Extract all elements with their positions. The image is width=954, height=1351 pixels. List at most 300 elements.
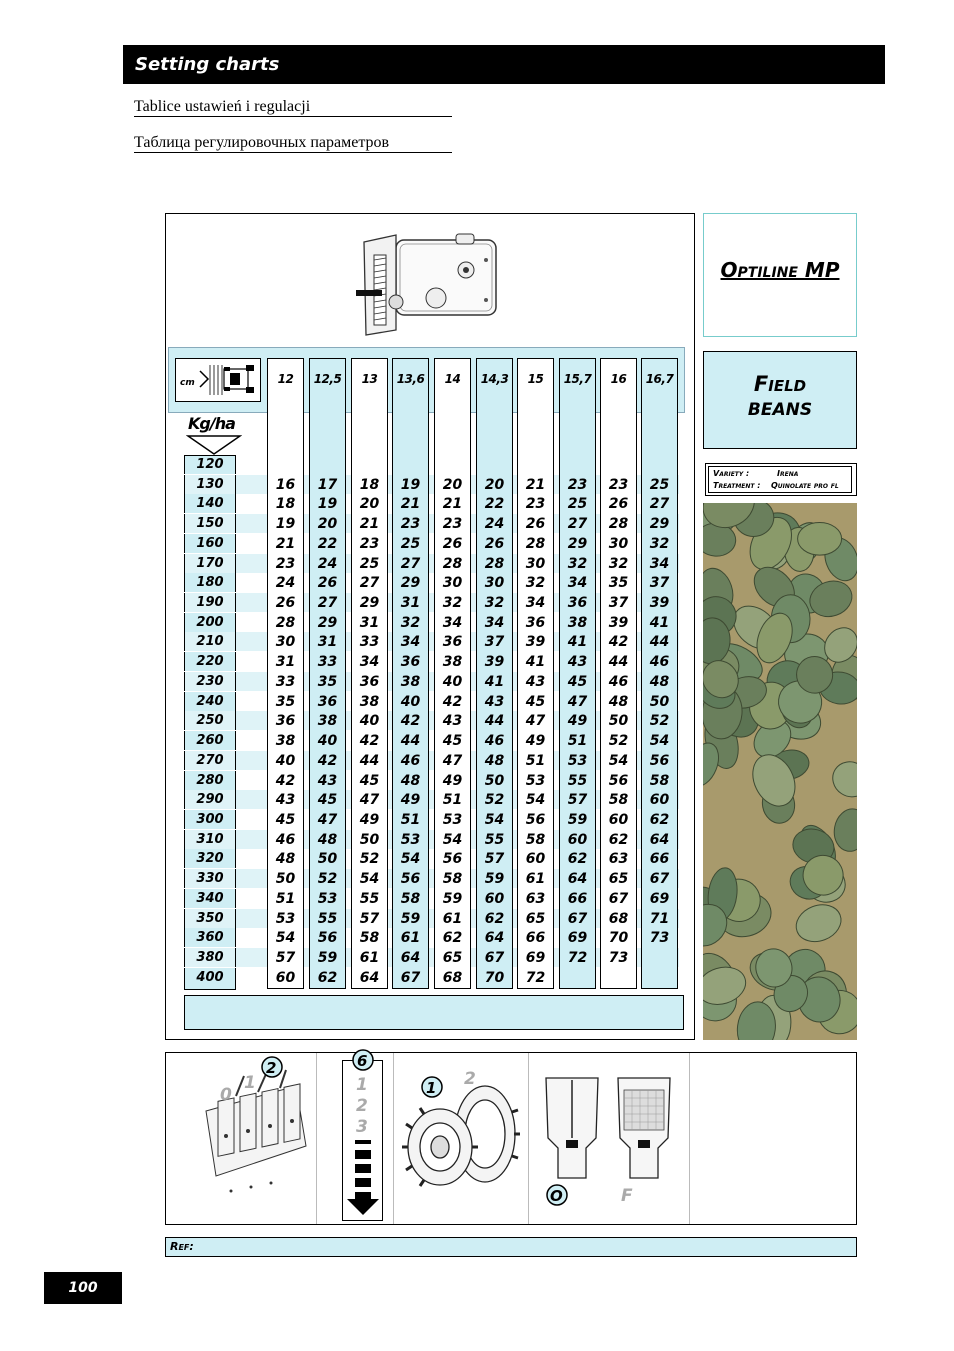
kg-rate-cell: 240 bbox=[184, 692, 236, 711]
scale-6-label: 6 bbox=[357, 1052, 368, 1070]
table-cell: 49 bbox=[525, 733, 546, 750]
table-cell: 41 bbox=[525, 654, 546, 671]
table-cell: 28 bbox=[275, 614, 296, 631]
table-cell: 60 bbox=[484, 890, 505, 907]
table-cell: 20 bbox=[442, 476, 463, 493]
table-cell: 70 bbox=[484, 969, 505, 986]
kg-rate-cell: 190 bbox=[184, 593, 236, 612]
scale-2-label: 2 bbox=[356, 1096, 368, 1116]
table-cell: 36 bbox=[442, 634, 463, 651]
table-cell: 70 bbox=[608, 930, 629, 947]
table-cell: 21 bbox=[359, 516, 380, 533]
table-cell: 39 bbox=[525, 634, 546, 651]
table-cell: 58 bbox=[400, 890, 421, 907]
table-cell: 30 bbox=[275, 634, 296, 651]
table-cell: 45 bbox=[317, 792, 338, 809]
table-cell: 51 bbox=[567, 733, 588, 750]
table-cell: 59 bbox=[317, 950, 338, 966]
table-cell: 56 bbox=[649, 752, 670, 769]
gear-1-label: 1 bbox=[426, 1079, 437, 1097]
table-cell: 34 bbox=[442, 614, 463, 631]
table-cell: 36 bbox=[525, 614, 546, 631]
cm-label: cm bbox=[180, 378, 195, 388]
table-cell: 35 bbox=[317, 673, 338, 690]
table-cell: 21 bbox=[442, 496, 463, 513]
table-cell: 32 bbox=[442, 595, 463, 612]
table-cell: 47 bbox=[359, 792, 380, 809]
table-cell: 27 bbox=[649, 496, 670, 513]
table-cell: 25 bbox=[567, 496, 588, 513]
kg-rate-cell: 260 bbox=[184, 731, 236, 750]
table-cell: 23 bbox=[608, 476, 629, 493]
table-cell: 55 bbox=[567, 772, 588, 789]
table-cell: 59 bbox=[400, 910, 421, 927]
table-cell: 23 bbox=[525, 496, 546, 513]
table-cell: 27 bbox=[359, 575, 380, 592]
table-cell: 50 bbox=[275, 871, 296, 888]
table-cell: 66 bbox=[567, 890, 588, 907]
table-cell: 28 bbox=[525, 535, 546, 552]
column-header: 12,5 bbox=[313, 372, 342, 386]
table-cell: 34 bbox=[525, 595, 546, 612]
position-2-label: 2 bbox=[266, 1059, 277, 1077]
table-cell: 48 bbox=[275, 851, 296, 868]
table-cell: 38 bbox=[442, 654, 463, 671]
subtitle-polish: Tablice ustawień i regulacji bbox=[134, 98, 452, 117]
table-cell: 56 bbox=[442, 851, 463, 868]
table-cell: 51 bbox=[525, 752, 546, 769]
table-cell: 66 bbox=[525, 930, 546, 947]
table-cell: 46 bbox=[275, 831, 296, 848]
table-cell: 31 bbox=[275, 654, 296, 671]
table-cell: 61 bbox=[442, 910, 463, 927]
table-cell: 28 bbox=[608, 516, 629, 533]
kg-rate-cell: 330 bbox=[184, 869, 236, 888]
table-cell: 63 bbox=[525, 890, 546, 907]
table-cell: 69 bbox=[649, 890, 670, 907]
table-cell: 47 bbox=[442, 752, 463, 769]
table-cell: 25 bbox=[400, 535, 421, 552]
table-cell: 35 bbox=[275, 693, 296, 710]
table-cell: 61 bbox=[400, 930, 421, 947]
table-cell: 34 bbox=[649, 555, 670, 572]
table-cell: 20 bbox=[359, 496, 380, 513]
table-cell: 23 bbox=[275, 555, 296, 572]
table-cell: 26 bbox=[525, 516, 546, 533]
table-cell: 72 bbox=[567, 950, 588, 966]
drive-gears-illustration bbox=[400, 1062, 522, 1192]
table-cell: 54 bbox=[275, 930, 296, 947]
table-cell: 36 bbox=[275, 713, 296, 730]
table-cell: 62 bbox=[317, 969, 338, 986]
kg-rate-cell: 220 bbox=[184, 652, 236, 671]
variety-value: Irena bbox=[777, 469, 799, 478]
table-cell: 63 bbox=[608, 851, 629, 868]
table-cell: 46 bbox=[649, 654, 670, 671]
kg-rate-cell: 170 bbox=[184, 554, 236, 573]
table-cell: 64 bbox=[484, 930, 505, 947]
table-cell: 28 bbox=[442, 555, 463, 572]
table-cell: 45 bbox=[275, 811, 296, 828]
table-cell: 50 bbox=[608, 713, 629, 730]
table-cell: 52 bbox=[484, 792, 505, 809]
column-header: 14,3 bbox=[480, 372, 509, 386]
crop-name-line1: Field bbox=[753, 372, 807, 396]
down-arrow-icon bbox=[186, 434, 242, 456]
table-cell: 61 bbox=[525, 871, 546, 888]
table-cell: 38 bbox=[359, 693, 380, 710]
table-footer-bar bbox=[184, 995, 684, 1030]
table-cell: 60 bbox=[275, 969, 296, 986]
table-cell: 65 bbox=[442, 950, 463, 966]
kg-rate-cell: 290 bbox=[184, 790, 236, 809]
table-cell: 69 bbox=[525, 950, 546, 966]
kg-rate-cell: 340 bbox=[184, 889, 236, 908]
table-cell: 38 bbox=[567, 614, 588, 631]
table-cell: 27 bbox=[317, 595, 338, 612]
table-cell: 62 bbox=[484, 910, 505, 927]
table-cell: 33 bbox=[275, 673, 296, 690]
table-cell: 61 bbox=[359, 950, 380, 966]
table-cell: 39 bbox=[484, 654, 505, 671]
table-cell: 54 bbox=[400, 851, 421, 868]
table-cell: 19 bbox=[400, 476, 421, 493]
table-cell: 34 bbox=[567, 575, 588, 592]
table-cell: 33 bbox=[317, 654, 338, 671]
table-cell: 34 bbox=[359, 654, 380, 671]
shutter-illustration bbox=[538, 1068, 684, 1208]
table-cell: 20 bbox=[317, 516, 338, 533]
kg-rate-cell: 130 bbox=[184, 475, 236, 494]
column-header: 13,6 bbox=[396, 372, 425, 386]
table-cell: 27 bbox=[400, 555, 421, 572]
table-cell: 24 bbox=[317, 555, 338, 572]
table-cell: 32 bbox=[400, 614, 421, 631]
table-cell: 62 bbox=[567, 851, 588, 868]
kg-rate-cell: 120 bbox=[184, 455, 236, 474]
table-cell: 57 bbox=[484, 851, 505, 868]
table-cell: 17 bbox=[317, 476, 338, 493]
table-cell: 26 bbox=[442, 535, 463, 552]
table-cell: 43 bbox=[525, 673, 546, 690]
table-cell: 48 bbox=[649, 673, 670, 690]
table-cell: 22 bbox=[484, 496, 505, 513]
table-cell: 56 bbox=[400, 871, 421, 888]
table-cell: 67 bbox=[567, 910, 588, 927]
subtitle-russian: Таблица регулировочных параметров bbox=[134, 134, 452, 153]
table-cell: 43 bbox=[275, 792, 296, 809]
field-beans-photo bbox=[703, 503, 857, 1040]
table-cell: 32 bbox=[567, 555, 588, 572]
table-cell: 68 bbox=[442, 969, 463, 986]
table-cell: 40 bbox=[400, 693, 421, 710]
table-cell: 43 bbox=[567, 654, 588, 671]
table-cell: 34 bbox=[400, 634, 421, 651]
page-number: 100 bbox=[44, 1272, 122, 1304]
kg-rate-cell: 310 bbox=[184, 830, 236, 849]
treatment-value: Quinolate pro fl bbox=[771, 481, 839, 490]
table-cell: 64 bbox=[649, 831, 670, 848]
table-cell: 53 bbox=[567, 752, 588, 769]
kg-rate-cell: 350 bbox=[184, 909, 236, 928]
kg-rate-cell: 250 bbox=[184, 711, 236, 730]
table-cell: 49 bbox=[400, 792, 421, 809]
table-cell: 18 bbox=[359, 476, 380, 493]
table-cell: 29 bbox=[567, 535, 588, 552]
table-cell: 56 bbox=[525, 811, 546, 828]
table-cell: 64 bbox=[359, 969, 380, 986]
table-cell: 27 bbox=[567, 516, 588, 533]
kg-rate-cell: 210 bbox=[184, 632, 236, 651]
table-cell: 48 bbox=[400, 772, 421, 789]
table-cell: 51 bbox=[275, 890, 296, 907]
table-cell: 44 bbox=[608, 654, 629, 671]
table-cell: 44 bbox=[484, 713, 505, 730]
table-cell: 64 bbox=[567, 871, 588, 888]
table-cell: 57 bbox=[567, 792, 588, 809]
table-cell: 49 bbox=[359, 811, 380, 828]
table-cell: 48 bbox=[317, 831, 338, 848]
table-cell: 52 bbox=[359, 851, 380, 868]
table-cell: 57 bbox=[275, 950, 296, 966]
table-cell: 53 bbox=[275, 910, 296, 927]
table-cell: 54 bbox=[442, 831, 463, 848]
table-cell: 26 bbox=[317, 575, 338, 592]
table-cell: 32 bbox=[608, 555, 629, 572]
table-cell: 18 bbox=[275, 496, 296, 513]
table-cell: 38 bbox=[400, 673, 421, 690]
table-cell: 22 bbox=[317, 535, 338, 552]
table-cell: 19 bbox=[317, 496, 338, 513]
table-cell: 46 bbox=[484, 733, 505, 750]
table-cell: 45 bbox=[359, 772, 380, 789]
table-cell: 55 bbox=[359, 890, 380, 907]
table-cell: 53 bbox=[525, 772, 546, 789]
table-cell: 30 bbox=[525, 555, 546, 572]
table-cell: 38 bbox=[317, 713, 338, 730]
table-cell: 65 bbox=[525, 910, 546, 927]
table-cell: 58 bbox=[442, 871, 463, 888]
table-cell: 40 bbox=[317, 733, 338, 750]
table-cell: 47 bbox=[317, 811, 338, 828]
table-cell: 64 bbox=[400, 950, 421, 966]
table-cell: 56 bbox=[317, 930, 338, 947]
table-cell: 32 bbox=[525, 575, 546, 592]
table-cell: 67 bbox=[484, 950, 505, 966]
table-cell: 26 bbox=[484, 535, 505, 552]
table-cell: 53 bbox=[400, 831, 421, 848]
table-cell: 50 bbox=[649, 693, 670, 710]
table-cell: 36 bbox=[359, 673, 380, 690]
table-cell: 40 bbox=[275, 752, 296, 769]
kg-rate-cell: 380 bbox=[184, 948, 236, 967]
table-cell: 31 bbox=[317, 634, 338, 651]
table-cell: 28 bbox=[484, 555, 505, 572]
table-cell: 52 bbox=[649, 713, 670, 730]
table-cell: 34 bbox=[484, 614, 505, 631]
table-cell: 57 bbox=[359, 910, 380, 927]
table-cell: 29 bbox=[359, 595, 380, 612]
table-cell: 42 bbox=[442, 693, 463, 710]
table-cell: 46 bbox=[400, 752, 421, 769]
table-cell: 23 bbox=[442, 516, 463, 533]
table-cell: 23 bbox=[567, 476, 588, 493]
speed-scale-icon bbox=[342, 1049, 384, 1221]
table-cell: 19 bbox=[275, 516, 296, 533]
table-cell: 39 bbox=[608, 614, 629, 631]
table-cell: 58 bbox=[525, 831, 546, 848]
kg-rate-cell: 150 bbox=[184, 514, 236, 533]
section-title-bar bbox=[123, 45, 885, 84]
table-cell: 43 bbox=[442, 713, 463, 730]
table-cell: 21 bbox=[525, 476, 546, 493]
table-cell: 72 bbox=[525, 969, 546, 986]
table-cell: 44 bbox=[359, 752, 380, 769]
table-cell: 44 bbox=[400, 733, 421, 750]
table-cell: 60 bbox=[649, 792, 670, 809]
gear-2-label: 2 bbox=[464, 1069, 476, 1089]
table-cell: 31 bbox=[400, 595, 421, 612]
table-cell: 49 bbox=[442, 772, 463, 789]
table-cell: 73 bbox=[608, 950, 629, 966]
table-cell: 58 bbox=[649, 772, 670, 789]
kg-rate-cell: 200 bbox=[184, 613, 236, 632]
table-cell: 40 bbox=[442, 673, 463, 690]
table-cell: 67 bbox=[400, 969, 421, 986]
machine-name-box bbox=[703, 213, 857, 337]
table-cell: 62 bbox=[649, 811, 670, 828]
table-cell: 46 bbox=[608, 673, 629, 690]
table-cell: 54 bbox=[649, 733, 670, 750]
table-cell: 49 bbox=[567, 713, 588, 730]
kg-rate-cell: 270 bbox=[184, 751, 236, 770]
variety-label: Variety : bbox=[713, 469, 750, 478]
reference-label: Ref: bbox=[170, 1240, 194, 1253]
table-cell: 45 bbox=[442, 733, 463, 750]
table-cell: 39 bbox=[649, 595, 670, 612]
machine-name: Optiline MP bbox=[720, 258, 840, 282]
table-cell: 36 bbox=[567, 595, 588, 612]
table-cell: 71 bbox=[649, 910, 670, 927]
kg-rate-cell: 360 bbox=[184, 928, 236, 947]
table-cell: 21 bbox=[400, 496, 421, 513]
table-cell: 50 bbox=[484, 772, 505, 789]
column-header: 15,7 bbox=[563, 372, 592, 386]
column-header: 16 bbox=[610, 372, 627, 386]
treatment-label: Treatment : bbox=[713, 481, 761, 490]
table-cell: 33 bbox=[359, 634, 380, 651]
position-1-label: 1 bbox=[244, 1073, 256, 1093]
column-header: 14 bbox=[444, 372, 461, 386]
table-cell: 29 bbox=[317, 614, 338, 631]
table-cell: 32 bbox=[649, 535, 670, 552]
column-header: 16,7 bbox=[645, 372, 674, 386]
column-header: 12 bbox=[277, 372, 294, 386]
table-cell: 20 bbox=[484, 476, 505, 493]
kg-rate-cell: 320 bbox=[184, 849, 236, 868]
table-cell: 44 bbox=[649, 634, 670, 651]
open-label: O bbox=[550, 1187, 563, 1205]
table-cell: 25 bbox=[359, 555, 380, 572]
table-cell: 25 bbox=[649, 476, 670, 493]
table-cell: 54 bbox=[359, 871, 380, 888]
table-cell: 59 bbox=[484, 871, 505, 888]
table-cell: 37 bbox=[484, 634, 505, 651]
table-cell: 41 bbox=[649, 614, 670, 631]
table-cell: 23 bbox=[400, 516, 421, 533]
kg-rate-cell: 230 bbox=[184, 672, 236, 691]
table-cell: 45 bbox=[567, 673, 588, 690]
table-cell: 51 bbox=[442, 792, 463, 809]
table-cell: 43 bbox=[317, 772, 338, 789]
table-cell: 35 bbox=[608, 575, 629, 592]
table-cell: 48 bbox=[608, 693, 629, 710]
table-cell: 69 bbox=[567, 930, 588, 947]
table-cell: 55 bbox=[484, 831, 505, 848]
tractor-spacing-icon-box bbox=[175, 358, 261, 402]
table-cell: 31 bbox=[359, 614, 380, 631]
table-cell: 67 bbox=[649, 871, 670, 888]
position-0-label: 0 bbox=[220, 1085, 232, 1105]
table-cell: 24 bbox=[275, 575, 296, 592]
table-cell: 52 bbox=[317, 871, 338, 888]
table-cell: 21 bbox=[275, 535, 296, 552]
table-cell: 23 bbox=[359, 535, 380, 552]
tractor-icon bbox=[176, 359, 260, 401]
table-cell: 59 bbox=[442, 890, 463, 907]
table-cell: 62 bbox=[608, 831, 629, 848]
table-cell: 29 bbox=[649, 516, 670, 533]
table-cell: 41 bbox=[567, 634, 588, 651]
table-cell: 54 bbox=[484, 811, 505, 828]
table-cell: 37 bbox=[649, 575, 670, 592]
table-cell: 65 bbox=[608, 871, 629, 888]
table-cell: 60 bbox=[525, 851, 546, 868]
metering-units-illustration bbox=[196, 1056, 314, 1196]
table-cell: 16 bbox=[275, 476, 296, 493]
kg-rate-cell: 400 bbox=[184, 968, 236, 990]
crop-name-line2: BEANS bbox=[747, 400, 813, 420]
table-cell: 53 bbox=[442, 811, 463, 828]
table-cell: 48 bbox=[484, 752, 505, 769]
table-cell: 58 bbox=[608, 792, 629, 809]
column-header: 15 bbox=[527, 372, 544, 386]
kg-rate-cell: 280 bbox=[184, 771, 236, 790]
kg-rate-cell: 160 bbox=[184, 534, 236, 553]
kg-rate-cell: 180 bbox=[184, 573, 236, 592]
fine-label: F bbox=[621, 1186, 633, 1206]
table-cell: 45 bbox=[525, 693, 546, 710]
table-cell: 52 bbox=[608, 733, 629, 750]
table-cell: 73 bbox=[649, 930, 670, 947]
table-cell: 60 bbox=[567, 831, 588, 848]
table-cell: 42 bbox=[608, 634, 629, 651]
unit-label: Kg/ha bbox=[188, 414, 235, 433]
table-cell: 47 bbox=[567, 693, 588, 710]
table-cell: 47 bbox=[525, 713, 546, 730]
table-cell: 54 bbox=[608, 752, 629, 769]
column-header: 13 bbox=[361, 372, 378, 386]
table-cell: 62 bbox=[442, 930, 463, 947]
table-cell: 32 bbox=[484, 595, 505, 612]
section-title: Setting charts bbox=[135, 54, 280, 75]
table-cell: 59 bbox=[567, 811, 588, 828]
table-cell: 66 bbox=[649, 851, 670, 868]
table-cell: 36 bbox=[400, 654, 421, 671]
table-cell: 41 bbox=[484, 673, 505, 690]
table-cell: 42 bbox=[275, 772, 296, 789]
crop-name-box bbox=[703, 351, 857, 449]
